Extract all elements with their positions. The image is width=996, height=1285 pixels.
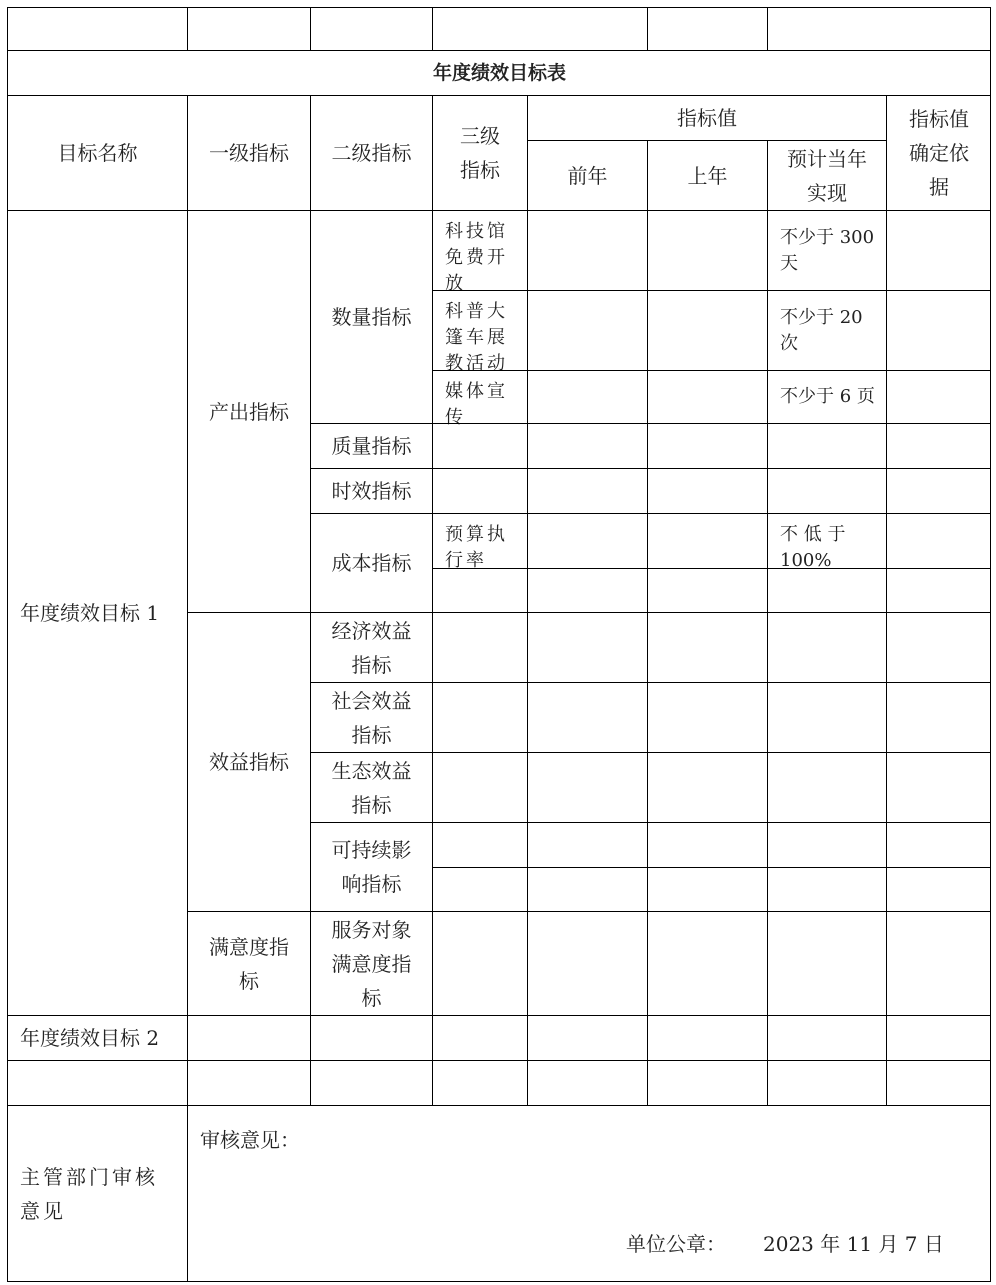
value-cell [647,210,767,290]
empty-row-cell [432,1060,527,1105]
value-cell [527,468,647,513]
goal-2-cell [647,1015,767,1060]
expected-museum-open: 不少于 300 天 [767,210,886,290]
empty-row-cell [187,1060,310,1105]
header-prev-year: 上年 [647,140,767,210]
level2-quantity: 数量指标 [310,210,432,423]
basis-cell [886,568,991,612]
level3-cell [432,752,527,822]
top-empty-cell [187,7,310,50]
value-cell [767,752,886,822]
header-basis: 指标值确定依据 [886,95,991,210]
value-cell [527,290,647,370]
value-cell [767,867,886,911]
value-cell [647,752,767,822]
basis-cell [886,513,991,568]
value-cell [647,423,767,468]
expected-media: 不少于 6 页 [767,370,886,423]
goal-2-cell [432,1015,527,1060]
level3-cell [432,682,527,752]
empty-row-cell [527,1060,647,1105]
level2-cost: 成本指标 [310,513,432,612]
goal-1-label: 年度绩效目标 1 [7,210,187,1015]
top-empty-cell [647,7,767,50]
level2-economic: 经济效益指标 [310,612,432,682]
level2-sustainable: 可持续影响指标 [310,822,432,911]
level2-service-satisfaction: 服务对象满意度指标 [310,911,432,1015]
goal-2-cell [527,1015,647,1060]
level3-cell [432,612,527,682]
goal-2-label: 年度绩效目标 2 [7,1015,187,1060]
level3-cell [432,822,527,867]
basis-cell [886,370,991,423]
level3-museum-open: 科技馆免费开放 [432,210,527,290]
level3-cell [432,911,527,1015]
value-cell [527,513,647,568]
value-cell [527,210,647,290]
basis-cell [886,612,991,682]
value-cell [527,612,647,682]
basis-cell [886,682,991,752]
table-title: 年度绩效目标表 [7,50,991,95]
basis-cell [886,752,991,822]
goal-2-cell [310,1015,432,1060]
header-level3: 三级指标 [432,95,527,210]
level2-social: 社会效益指标 [310,682,432,752]
value-cell [527,867,647,911]
value-cell [647,822,767,867]
basis-cell [886,423,991,468]
header-level2: 二级指标 [310,95,432,210]
top-empty-cell [767,7,991,50]
basis-cell [886,290,991,370]
value-cell [767,911,886,1015]
value-cell [647,370,767,423]
level3-cell [432,568,527,612]
level2-quality: 质量指标 [310,423,432,468]
review-date: 2023 年 11 月 7 日 [763,1232,944,1256]
value-cell [767,682,886,752]
empty-row-cell [647,1060,767,1105]
top-empty-cell [7,7,187,50]
value-cell [767,568,886,612]
goal-2-cell [767,1015,886,1060]
level3-media: 媒体宣传 [432,370,527,423]
basis-cell [886,210,991,290]
value-cell [527,682,647,752]
value-cell [527,423,647,468]
top-empty-cell [432,7,647,50]
empty-row-cell [886,1060,991,1105]
goal-2-cell [886,1015,991,1060]
value-cell [527,911,647,1015]
value-cell [527,752,647,822]
value-cell [527,568,647,612]
level1-output: 产出指标 [187,210,310,612]
level3-cell [432,423,527,468]
value-cell [647,290,767,370]
empty-row-cell [767,1060,886,1105]
basis-cell [886,822,991,867]
value-cell [647,682,767,752]
value-cell [527,822,647,867]
expected-tent-car: 不少于 20 次 [767,290,886,370]
basis-cell [886,468,991,513]
level1-satisfaction: 满意度指标 [187,911,310,1015]
seal-label: 单位公章： [626,1232,726,1256]
value-cell [767,468,886,513]
top-empty-cell [310,7,432,50]
empty-row-cell [310,1060,432,1105]
level3-cell [432,867,527,911]
goal-2-cell [187,1015,310,1060]
level2-ecological: 生态效益指标 [310,752,432,822]
value-cell [647,612,767,682]
basis-cell [886,867,991,911]
value-cell [767,423,886,468]
review-label: 主管部门审核意见 [7,1105,187,1282]
header-goal-name: 目标名称 [7,95,187,210]
value-cell [647,867,767,911]
level1-benefit: 效益指标 [187,612,310,911]
level2-timeliness: 时效指标 [310,468,432,513]
value-cell [647,468,767,513]
basis-cell [886,911,991,1015]
empty-row-cell [7,1060,187,1105]
review-opinion-label: 审核意见： [200,1128,300,1152]
header-prev-prev-year: 前年 [527,140,647,210]
value-cell [647,568,767,612]
header-expected: 预计当年实现 [767,140,886,210]
value-cell [527,370,647,423]
value-cell [647,513,767,568]
header-indicator-value: 指标值 [527,95,886,140]
level3-tent-car: 科普大篷车展教活动 [432,290,527,370]
value-cell [647,911,767,1015]
value-cell [767,612,886,682]
value-cell [767,822,886,867]
level3-budget: 预算执行率 [432,513,527,568]
header-level1: 一级指标 [187,95,310,210]
expected-budget: 不 低 于 100% [767,513,886,568]
level3-cell [432,468,527,513]
